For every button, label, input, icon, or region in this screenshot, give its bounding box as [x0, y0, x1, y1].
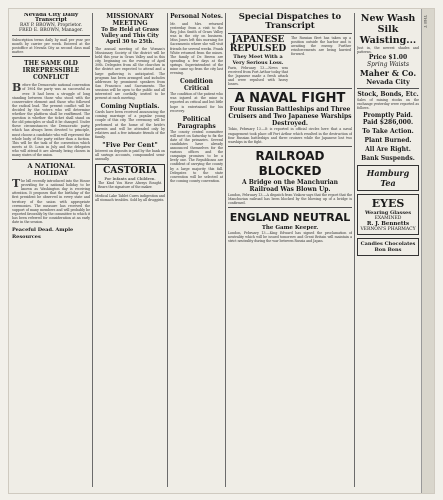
column-4: [228, 13, 352, 487]
headline-stock: Stock, Bonds, Etc.: [357, 91, 419, 99]
body-text: Cards have been received announcing the coming marriage of a popular young couple of this city. The ceremony will be performed at the home of the bride's parents and will be attended only by relatives and a few intimate friends of the family.: [95, 110, 165, 139]
body-text: The annual meeting of the Woman's Missionary Society of the district will be held this year in Grass Valley and in this city, beginning on the evening of April 30th. Delegates from all the churches in the district are expected to attend and a large gathering is anticipated. The program has been arranged and includes addresses by prominent speakers from San Francisco and Sacramento. The sessions will be open to the public and all interested are cordially invited to be present at each meeting.: [95, 47, 165, 101]
column-1: [12, 13, 90, 487]
ad-silk-price: Price $1.00: [368, 54, 408, 62]
headline-japanese-repulsed: JAPANESE REPULSED: [229, 35, 287, 54]
ad-eyes: EYES: [371, 197, 405, 211]
headline-england: ENGLAND NEUTRAL: [229, 211, 351, 225]
ad-maher-city: Nevada City: [366, 78, 410, 87]
masthead-manager: FRED E. BROWN, Manager.: [18, 28, 83, 33]
hamburg-tea-ad: [357, 165, 419, 191]
body-text: Subscription terms daily by mail per year per month by carrier per week. Entered at the postoffice at Nevada City as second class mail matter.: [12, 38, 90, 55]
body-text: The condition of the patient who was injured at the mine is reported as critical and but little hope is entertained for his recovery.: [170, 92, 223, 113]
body-text: Before the Democratic national convention of 1904 the party was as successful as ever. It had been a struggle of long standing between those who stood with the conservative element and those who followed the radical lead. The present conflict will be decided by the voters who will determine whether the platform shall be reaffirmed. The question is whether the ticket shall stand on the old principles or shall it be changed. Under these circumstances the Democratic party, which has always been devoted to principle, must choose a candidate who will represent the whole body of the party rather than a faction. This will be the task of the convention which meets at St. Louis in July and the delegates who will attend it are already being chosen in many states of the union.: [12, 81, 90, 157]
headline-bank: Bank Suspends.: [361, 155, 415, 163]
headline-same-old: THE SAME OLD IRREPRESSIBLE CONFLICT: [22, 60, 80, 82]
body-text: London, February 13.—A dispatch from Yinkow says that the report that the Manchurian railroad has been blocked by the blowing up of a bridge is confirmed.: [228, 192, 352, 206]
headline-missionary: MISSIONARY MEETING: [106, 13, 154, 27]
ad-maher: Maher & Co.: [359, 68, 417, 79]
headline-paid-amount: Paid $286,000.: [362, 119, 414, 127]
body-text: The Russian fleet has taken up a position outside the harbor and is awaiting the enemy. Further reinforcements are being hurried forward.: [291, 36, 351, 57]
headline-plant-burned: Plant Burned.: [364, 137, 412, 145]
newspaper-page: [8, 8, 435, 494]
ad-bennetts: R. J. Bennetts: [366, 221, 410, 228]
body-text: The Kind You Have Always Bought. Bears the signature of the maker.: [98, 181, 162, 190]
headline-political-paragraphs: Political Paragraphs: [177, 115, 216, 130]
column-5: [357, 13, 419, 487]
headline-missionary-sub: To Be Held at Grass Valley and This City April 30 to 25th.: [101, 27, 159, 45]
headline-all-right: All Are Right.: [365, 146, 411, 154]
headline-promptly-paid: Promptly Paid.: [363, 112, 413, 120]
adjacent-page-strip: [421, 9, 434, 493]
body-text: Interest on deposits is paid by the bank on all savings accounts, compounded semi-annually.: [95, 148, 165, 162]
headline-bottom-left: Peaceful Dead. Ample Resources: [12, 227, 74, 241]
body-text: Sales of mining stocks on the exchange yesterday were reported as follows.: [357, 98, 419, 111]
ad-silk: New Wash Silk Waisting...: [359, 13, 417, 46]
headline-railroad: RAILROAD BLOCKED: [255, 148, 325, 178]
castoria-title: CASTORIA: [103, 166, 157, 177]
castoria-sub: For Infants and Children.: [104, 176, 156, 182]
body-text: Mr. and Mrs. returned yesterday from a visit to the Bay. John Smith of Grass Valley was in the city on business. Miss Jones left this morning for Sacramento where she will visit friends for several weeks. Frank White returned from the mines. The family of Dr. Brown are spending a few days at the springs. Superintendent of the mine came up from the city last evening.: [170, 22, 223, 76]
headline-five-per-cent: "Five Per Cent": [102, 140, 158, 149]
ad-examined: EXAMINED: [374, 216, 402, 222]
masthead-title: Nevada City Daily Transcript: [23, 13, 79, 23]
body-text: Paris, February 13.—News was received from Port Arthur today that the Japanese made a fresh attack and were repulsed with heavy losses.: [228, 66, 288, 87]
headline-personal-notes: Personal Notes.: [170, 13, 223, 20]
headline-take-action: To Take Action.: [362, 128, 414, 136]
headline-naval-fight: A NAVAL FIGHT: [234, 91, 346, 107]
headline-england-sub: The Game Keeper.: [261, 225, 319, 232]
body-text: The bill recently introduced into the House providing for a national holiday to be known as Washington day is receiving attention. It proposes that the birthday of the first president be observed in every state and territory of the union with appropriate ceremonies. The measure has received the support of many members and will probably be reported favorably by the committee to which it has been referred for consideration at an early date in the session.: [12, 177, 90, 224]
headline-special-dispatches: Special Dispatches to Transcript: [238, 13, 342, 31]
candies-ad: [357, 238, 419, 256]
ad-pharmacy: VERNON'S PHARMACY: [360, 227, 416, 233]
headline-condition-critical: Condition Critical: [179, 78, 214, 93]
castoria-ad: [95, 164, 165, 192]
headline-coming-nuptials: Coming Nuptials.: [100, 103, 160, 111]
body-text: Just in, the newest shades and patterns.: [357, 46, 419, 55]
headline-railroad-sub: A Bridge on the Manchurian Railroad Was Blown Up.: [241, 178, 338, 193]
ad-wearing: Wearing Glasses: [364, 210, 412, 217]
column-3: [170, 13, 223, 487]
ad-candies: Candies Chocolates Bon Bons: [360, 241, 416, 254]
masthead-proprietor: RAY P. BROWN, Proprietor.: [20, 23, 82, 28]
headline-naval-sub: Four Russian Battleships and Three Cruisers and Two Japanese Warships Destroyed.: [228, 106, 352, 128]
eyes-ad: [357, 194, 419, 235]
ad-hamburg: Hamburg Tea: [366, 168, 410, 189]
body-text: Medical Lake Tablet Cures indigestion and all stomach troubles. Sold by all druggists.: [95, 194, 165, 203]
body-text: London, February 13.—King Edward has signed the proclamation of neutrality which will be issued tomorrow and Great Britain will maintain a strict neutrality during the war between Russia and Japan.: [228, 231, 352, 244]
headline-japanese-sub: They Meet With a Very Serious Loss.: [232, 54, 284, 66]
ad-spring-waists: Spring Waists: [366, 61, 410, 69]
body-text: Tokio, February 13.—It is reported in official circles here that a naval engagement took place off Port Arthur which resulted in the destruction of four Russian battleships and three cruisers while the Japanese lost two warships in the fight.: [228, 127, 352, 144]
headline-national-holiday: A NATIONAL HOLIDAY: [27, 162, 75, 178]
column-2: [95, 13, 165, 487]
body-text: The county central committee will meet on Saturday to fix the date of the primaries. Several candidates have already announced themselves for the various offices and the campaign promises to be a lively one. The Republicans are confident of carrying the county by a large majority this fall. Delegates to the state convention will be selected at the coming county convention.: [170, 129, 223, 183]
strip-text: THE T: [423, 15, 428, 29]
